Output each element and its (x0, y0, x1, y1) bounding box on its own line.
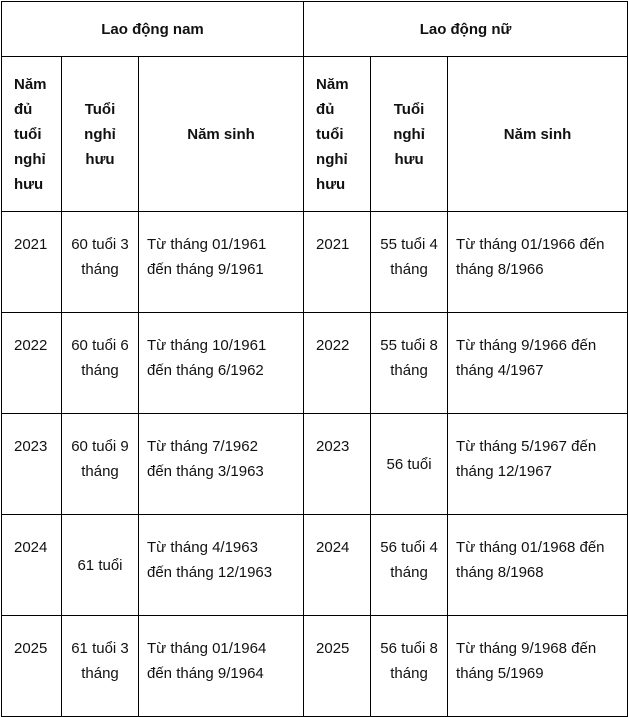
birth-range-male-line: đến tháng 12/1963 (147, 564, 273, 581)
retirement-age-female-line: tháng (390, 362, 428, 379)
birth-range-male (139, 313, 304, 414)
birth-range-female (448, 212, 628, 313)
retirement-age-male (62, 212, 139, 313)
table-row (2, 414, 628, 515)
birth-range-male (139, 212, 304, 313)
birth-range-female-line: tháng 12/1967 (456, 463, 552, 480)
retirement-age-female-line: 56 tuổi 4 (380, 539, 438, 556)
retirement-age-female-line: tháng (390, 665, 428, 682)
col-header-year-male (2, 57, 62, 212)
birth-range-male-line: đến tháng 9/1961 (147, 261, 264, 278)
birth-range-male-line: Từ tháng 10/1961 (147, 337, 267, 354)
birth-range-female-line: tháng 5/1969 (456, 665, 544, 682)
retirement-age-female (371, 414, 448, 515)
table-body (2, 212, 628, 717)
retirement-year-male: 2022 (2, 313, 62, 414)
retirement-age-female-line: 55 tuổi 8 (380, 337, 438, 354)
birth-range-female-line: tháng 8/1968 (456, 564, 544, 581)
birth-range-male-line: đến tháng 6/1962 (147, 362, 264, 379)
retirement-age-female-line: 56 tuổi 8 (380, 640, 438, 657)
retirement-age-male-line: 60 tuổi 3 (71, 236, 129, 253)
retirement-age-female (371, 313, 448, 414)
retirement-age-female-line: tháng (390, 261, 428, 278)
group-header-female: Lao động nữ (304, 2, 628, 57)
retirement-age-table (1, 1, 628, 717)
col-header-birth-female: Năm sinh (448, 57, 628, 212)
retirement-age-male-line: tháng (81, 665, 119, 682)
retirement-age-female-line: 56 tuổi (386, 455, 432, 473)
col-header-age-male-line: hưu (85, 150, 115, 168)
birth-range-male-line: Từ tháng 01/1964 (147, 640, 267, 657)
col-header-year-female-line: Năm (316, 75, 349, 93)
birth-range-female (448, 616, 628, 717)
retirement-age-male-line: 61 tuổi (77, 556, 123, 574)
retirement-age-female-line: 55 tuổi 4 (380, 236, 438, 253)
retirement-age-male-line: 60 tuổi 6 (71, 337, 129, 354)
column-header-row (2, 57, 628, 212)
retirement-year-female: 2022 (304, 313, 371, 414)
retirement-age-male-line: tháng (81, 463, 119, 480)
birth-range-female (448, 414, 628, 515)
col-header-year-female-line: tuổi (316, 125, 344, 143)
birth-range-male-line: đến tháng 9/1964 (147, 665, 264, 682)
group-header-male: Lao động nam (2, 2, 304, 57)
col-header-year-male-line: tuổi (14, 125, 42, 143)
retirement-year-female: 2021 (304, 212, 371, 313)
retirement-year-female: 2025 (304, 616, 371, 717)
retirement-year-male: 2025 (2, 616, 62, 717)
col-header-age-male-line: Tuổi (84, 100, 116, 118)
col-header-age-female-line: Tuổi (393, 100, 425, 118)
table-row (2, 212, 628, 313)
birth-range-female-line: Từ tháng 9/1966 đến (456, 337, 597, 354)
col-header-year-female-line: nghỉ (316, 150, 348, 168)
table-row (2, 515, 628, 616)
col-header-year-female-line: hưu (316, 175, 346, 193)
retirement-year-male: 2024 (2, 515, 62, 616)
col-header-age-male (62, 57, 139, 212)
retirement-age-male-line: tháng (81, 261, 119, 278)
col-header-age-female-line: nghỉ (393, 125, 425, 143)
birth-range-male-line: Từ tháng 4/1963 (147, 539, 258, 556)
col-header-age-female (371, 57, 448, 212)
col-header-year-female-line: đủ (316, 100, 335, 118)
birth-range-female-line: tháng 8/1966 (456, 261, 544, 278)
birth-range-female-line: Từ tháng 9/1968 đến (456, 640, 597, 657)
retirement-year-male: 2023 (2, 414, 62, 515)
col-header-year-male-line: Năm (14, 75, 47, 93)
birth-range-female-line: Từ tháng 01/1966 đến (456, 236, 605, 253)
retirement-year-male: 2021 (2, 212, 62, 313)
retirement-age-male (62, 616, 139, 717)
birth-range-male-line: Từ tháng 01/1961 (147, 236, 267, 253)
retirement-age-female (371, 515, 448, 616)
retirement-age-female (371, 212, 448, 313)
retirement-year-female: 2024 (304, 515, 371, 616)
retirement-age-male (62, 313, 139, 414)
col-header-age-female-line: hưu (394, 150, 424, 168)
birth-range-male (139, 414, 304, 515)
table-row (2, 313, 628, 414)
retirement-age-male-line: 61 tuổi 3 (71, 640, 129, 657)
col-header-year-female (304, 57, 371, 212)
birth-range-female-line: tháng 4/1967 (456, 362, 544, 379)
birth-range-female (448, 313, 628, 414)
birth-range-female-line: Từ tháng 01/1968 đến (456, 539, 605, 556)
col-header-year-male-line: đủ (14, 100, 33, 118)
retirement-age-male (62, 515, 139, 616)
col-header-age-male-line: nghỉ (84, 125, 116, 143)
birth-range-male (139, 616, 304, 717)
retirement-age-male-line: 60 tuổi 9 (71, 438, 129, 455)
retirement-year-female: 2023 (304, 414, 371, 515)
birth-range-male-line: Từ tháng 7/1962 (147, 438, 258, 455)
retirement-age-male-line: tháng (81, 362, 119, 379)
birth-range-male (139, 515, 304, 616)
birth-range-female (448, 515, 628, 616)
retirement-age-female (371, 616, 448, 717)
table-row (2, 616, 628, 717)
col-header-year-male-line: nghỉ (14, 150, 46, 168)
retirement-age-female-line: tháng (390, 564, 428, 581)
col-header-year-male-line: hưu (14, 175, 44, 193)
retirement-age-male (62, 414, 139, 515)
birth-range-male-line: đến tháng 3/1963 (147, 463, 264, 480)
birth-range-female-line: Từ tháng 5/1967 đến (456, 438, 597, 455)
col-header-birth-male: Năm sinh (139, 57, 304, 212)
